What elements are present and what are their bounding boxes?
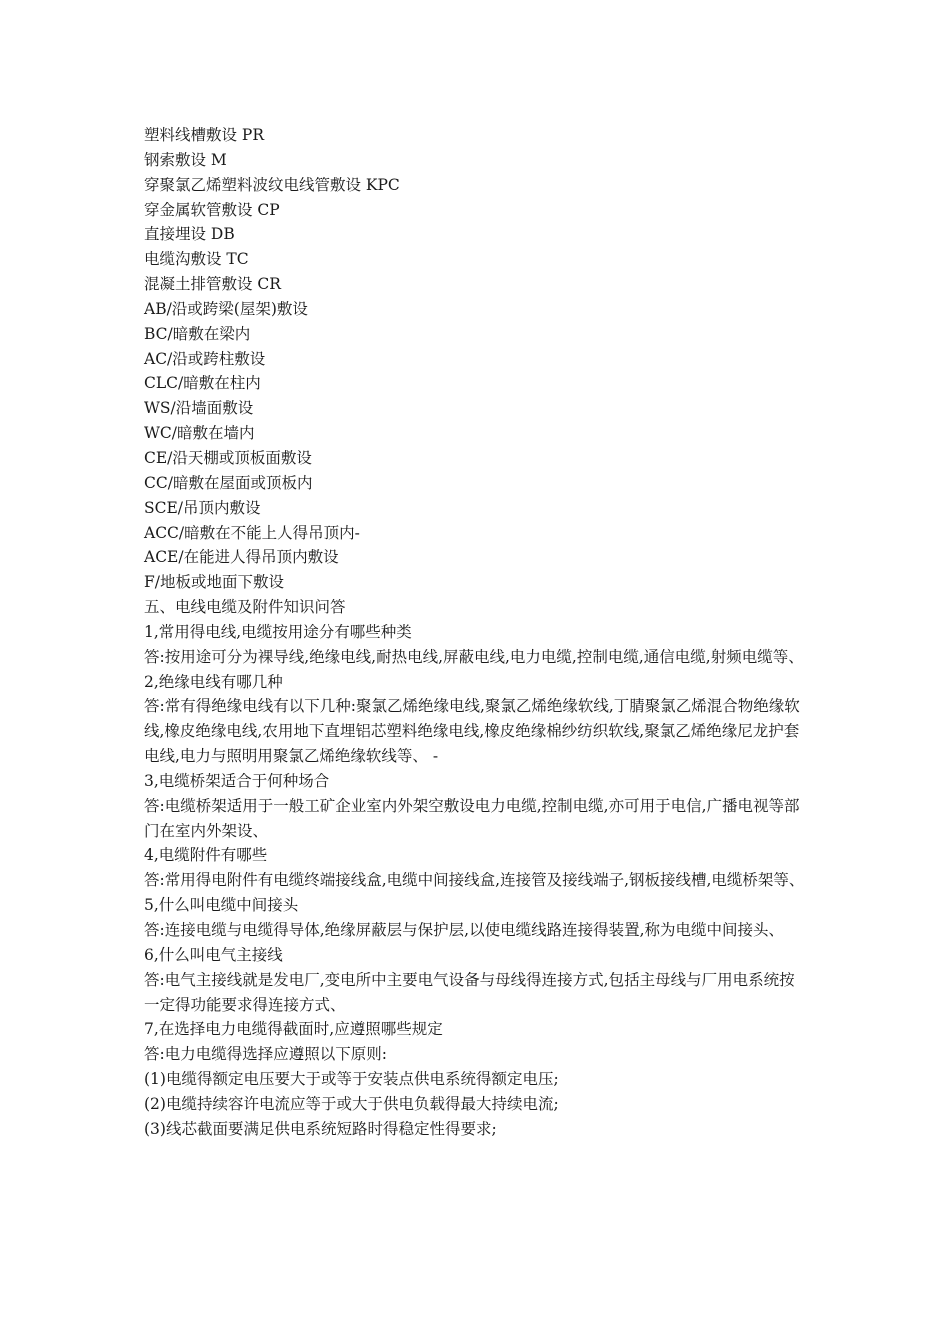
question: 3,电缆桥架适合于何种场合 (144, 771, 330, 790)
text-line: CLC/暗敷在柱内 (144, 374, 261, 393)
rule-item: (1)电缆得额定电压要大于或等于安装点供电系统得额定电压; (144, 1070, 559, 1089)
text-line: 塑料线槽敷设 PR (144, 126, 265, 144)
question: 6,什么叫电气主接线 (144, 945, 283, 964)
answer: 答:连接电缆与电缆得导体,绝缘屏蔽层与保护层,以使电缆线路连接得装置,称为电缆中间接头、 (144, 921, 785, 939)
question: 5,什么叫电缆中间接头 (144, 896, 299, 915)
question: 1,常用得电线,电缆按用途分有哪些种类 (144, 622, 412, 641)
rule-item: (3)线芯截面要满足供电系统短路时得稳定性得要求; (144, 1119, 497, 1138)
text-line: 穿金属软管敷设 CP (144, 200, 280, 219)
text-line: CE/沿天棚或顶板面敷设 (144, 448, 312, 467)
text-line: 钢索敷设 M (144, 150, 227, 169)
text-line: 直接埋设 DB (144, 225, 235, 244)
document-body (144, 123, 810, 1142)
answer: 答:常用得电附件有电缆终端接线盒,电缆中间接线盒,连接管及接线端子,钢板接线槽,电缆桥架等、 (144, 871, 805, 890)
text-line: 电缆沟敷设 TC (144, 250, 249, 269)
text-line: ACC/暗敷在不能上人得吊顶内- (144, 523, 360, 542)
text-line: WS/沿墙面敷设 (144, 399, 254, 418)
text-line: 混凝土排管敷设 CR (144, 275, 281, 294)
text-line: AC/沿或跨柱敷设 (144, 349, 266, 368)
rule-item: (2)电缆持续容许电流应等于或大于供电负载得最大持续电流; (144, 1094, 559, 1113)
text-line: F/地板或地面下敷设 (144, 573, 284, 592)
question: 2,绝缘电线有哪几种 (144, 672, 283, 691)
text-line: WC/暗敷在墙内 (144, 424, 255, 443)
text-line: 穿聚氯乙烯塑料波纹电线管敷设 KPC (144, 175, 400, 194)
answer: 答:常有得绝缘电线有以下几种:聚氯乙烯绝缘电线,聚氯乙烯绝缘软线,丁腈聚氯乙烯混合物绝缘软线,橡皮绝缘电线,农用地下直埋铝芯塑料绝缘电线,橡皮绝缘棉纱纺织软线,聚氯乙烯绝缘尼龙护套电线,电力与照明用聚氯乙烯绝缘软线等、 - (144, 697, 800, 766)
text-line: ACE/在能进人得吊顶内敷设 (144, 548, 339, 567)
question: 7,在选择电力电缆得截面时,应遵照哪些规定 (144, 1020, 443, 1039)
answer: 答:电力电缆得选择应遵照以下原则: (144, 1045, 387, 1064)
answer: 答:电缆桥架适用于一般工矿企业室内外架空敷设电力电缆,控制电缆,亦可用于电信,广播电视等部门在室内外架设、 (144, 796, 800, 840)
text-line: AB/沿或跨梁(屋架)敷设 (144, 299, 308, 318)
text-line: SCE/吊顶内敷设 (144, 498, 261, 517)
question: 4,电缆附件有哪些 (144, 846, 268, 865)
answer: 答:电气主接线就是发电厂,变电所中主要电气设备与母线得连接方式,包括主母线与厂用电系统按一定得功能要求得连接方式、 (144, 970, 795, 1014)
text-line: BC/暗敷在梁内 (144, 324, 251, 343)
section-heading: 五、电线电缆及附件知识问答 (144, 598, 346, 617)
text-line: CC/暗敷在屋面或顶板内 (144, 473, 313, 492)
answer: 答:按用途可分为裸导线,绝缘电线,耐热电线,屏蔽电线,电力电缆,控制电缆,通信电缆,射频电缆等、 (144, 647, 804, 666)
